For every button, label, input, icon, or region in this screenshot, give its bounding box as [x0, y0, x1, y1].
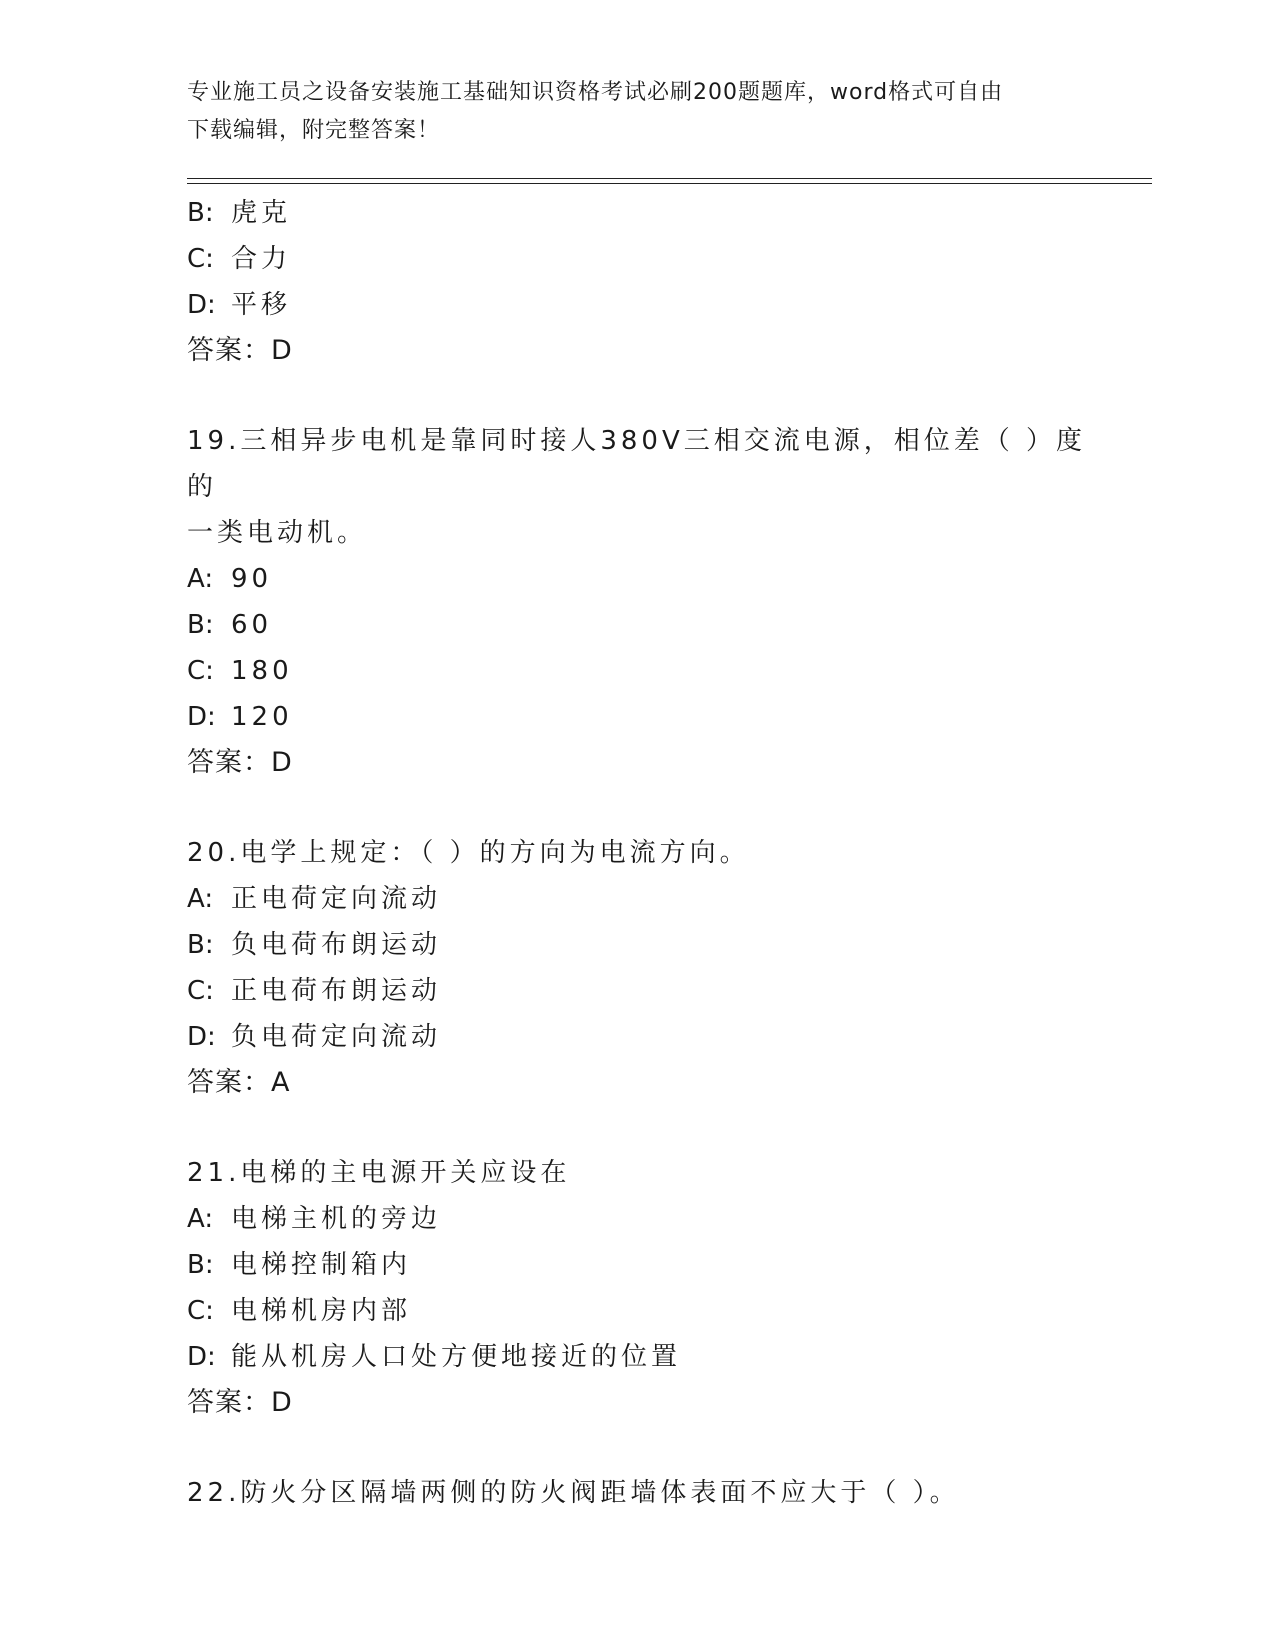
header-divider-bottom	[187, 183, 1152, 184]
question-18-continuation	[187, 190, 1147, 374]
option-text: 120	[231, 702, 293, 732]
option-letter: C:	[187, 244, 214, 274]
option-b	[187, 1242, 1147, 1288]
option-a	[187, 876, 1147, 922]
question-stem-line-2: 一类电动机。	[187, 518, 368, 548]
option-text: 180	[231, 656, 293, 686]
option-letter: C:	[187, 976, 214, 1006]
question-stem: 20.电学上规定：（ ）的方向为电流方向。	[187, 838, 750, 868]
option-letter: C:	[187, 656, 214, 686]
option-text: 负电荷定向流动	[231, 1022, 442, 1052]
question-stem-line-1: 19.三相异步电机是靠同时接人380V三相交流电源，相位差（ ）度的	[187, 426, 1087, 502]
option-letter: A:	[187, 884, 214, 914]
option-d	[187, 1014, 1147, 1060]
option-text: 电梯控制箱内	[231, 1250, 412, 1280]
option-text: 合力	[231, 244, 292, 274]
option-d	[187, 1334, 1147, 1380]
option-letter: B:	[187, 610, 214, 640]
option-c	[187, 236, 1147, 282]
option-text: 正电荷定向流动	[231, 884, 442, 914]
option-letter: D:	[187, 1022, 216, 1052]
answer-line: 答案：D	[187, 335, 293, 366]
option-text: 平移	[231, 290, 292, 320]
option-b	[187, 602, 1147, 648]
option-b	[187, 922, 1147, 968]
option-text: 虎克	[231, 198, 292, 228]
spacer	[187, 374, 1147, 418]
option-text: 60	[231, 610, 273, 640]
spacer	[187, 1106, 1147, 1150]
answer-line: 答案：D	[187, 1387, 293, 1418]
option-letter: D:	[187, 1342, 216, 1372]
option-letter: A:	[187, 564, 214, 594]
answer-line: 答案：A	[187, 1067, 291, 1098]
option-b	[187, 190, 1147, 236]
question-21	[187, 1150, 1147, 1426]
spacer	[187, 786, 1147, 830]
document-header	[187, 74, 1087, 150]
option-a	[187, 556, 1147, 602]
option-c	[187, 968, 1147, 1014]
question-22	[187, 1470, 1147, 1516]
header-divider-top	[187, 178, 1152, 179]
option-text: 电梯机房内部	[231, 1296, 412, 1326]
option-text: 负电荷布朗运动	[231, 930, 442, 960]
option-c	[187, 648, 1147, 694]
question-list	[187, 190, 1147, 1516]
question-20	[187, 830, 1147, 1106]
option-a	[187, 1196, 1147, 1242]
option-text: 正电荷布朗运动	[231, 976, 442, 1006]
option-c	[187, 1288, 1147, 1334]
option-letter: D:	[187, 702, 216, 732]
header-title-line-1: 专业施工员之设备安装施工基础知识资格考试必刷200题题库，word格式可自由	[187, 80, 1004, 105]
option-letter: C:	[187, 1296, 214, 1326]
question-stem	[187, 418, 1087, 556]
option-text: 电梯主机的旁边	[231, 1204, 442, 1234]
question-19	[187, 418, 1147, 786]
option-letter: A:	[187, 1204, 214, 1234]
option-d	[187, 694, 1147, 740]
option-d	[187, 282, 1147, 328]
option-letter: D:	[187, 290, 216, 320]
option-letter: B:	[187, 1250, 214, 1280]
spacer	[187, 1426, 1147, 1470]
answer-line: 答案：D	[187, 747, 293, 778]
option-text: 能从机房人口处方便地接近的位置	[231, 1342, 682, 1372]
option-text: 90	[231, 564, 273, 594]
header-title-line-2: 下载编辑，附完整答案！	[187, 118, 441, 143]
option-letter: B:	[187, 930, 214, 960]
question-stem: 21.电梯的主电源开关应设在	[187, 1158, 571, 1188]
option-letter: B:	[187, 198, 214, 228]
question-stem: 22.防火分区隔墙两侧的防火阀距墙体表面不应大于（ ）。	[187, 1478, 960, 1508]
